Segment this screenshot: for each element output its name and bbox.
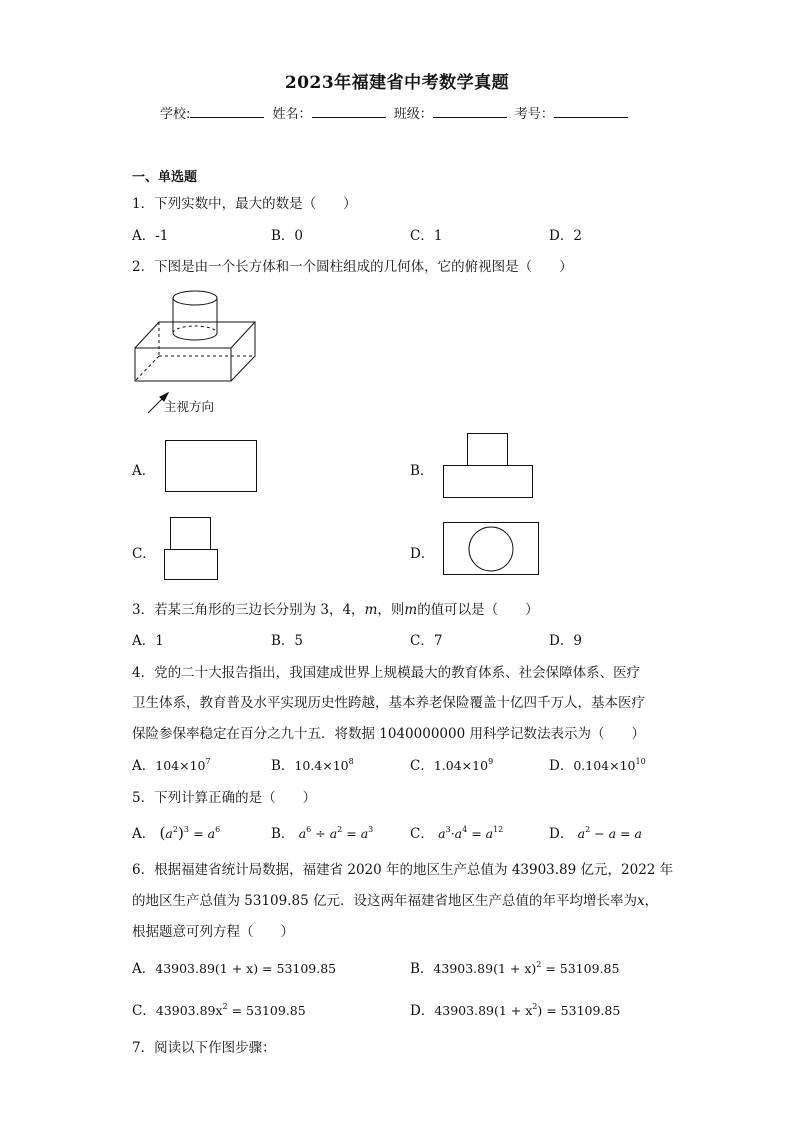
q5-stem: 5．下列计算正确的是（ ） bbox=[132, 790, 317, 806]
q1-option-b[interactable]: B．0 bbox=[271, 228, 304, 244]
q2-option-c-figure[interactable] bbox=[164, 517, 220, 581]
exam-no-label: 考号： bbox=[514, 107, 554, 122]
q4-option-a[interactable] bbox=[132, 754, 211, 774]
q2-option-d-figure[interactable] bbox=[443, 522, 539, 576]
math-var: a bbox=[360, 826, 369, 841]
cylinder-top-ellipse bbox=[173, 291, 217, 305]
student-info-row bbox=[160, 103, 632, 122]
q6-stem-text: ， bbox=[644, 893, 659, 909]
q6-stem-text: 的地区生产总值为 53109.85 亿元．设这两年福建省地区生产总值的年平均增长率为 bbox=[132, 893, 637, 909]
q3-variable-m: m bbox=[404, 602, 418, 618]
q1-stem: 1．下列实数中，最大的数是（ ） bbox=[132, 196, 357, 212]
exponent: 2 bbox=[585, 825, 591, 834]
option-value: 104×10 bbox=[155, 758, 206, 773]
q2-option-c[interactable]: C． bbox=[132, 546, 156, 562]
box-hidden-edges bbox=[135, 322, 255, 381]
option-label: B． bbox=[410, 961, 434, 977]
rectangle-shape bbox=[444, 523, 539, 575]
q3-stem-text: 3．若某三角形的三边长分别为 3，4， bbox=[132, 602, 365, 618]
math-var: a bbox=[485, 826, 494, 841]
q3-stem-text: ，则 bbox=[377, 602, 405, 618]
exponent: 3 bbox=[368, 825, 374, 834]
exponent: 2 bbox=[536, 960, 542, 969]
math-var: a bbox=[298, 826, 307, 841]
base-rectangle-shape bbox=[165, 550, 218, 580]
section-heading: 一、单选题 bbox=[132, 170, 198, 185]
option-equation: 43903.89(1 + x) bbox=[433, 961, 537, 976]
option-equation: 43903.89(1 + x) = 53109.85 bbox=[155, 961, 337, 976]
math-var: a bbox=[207, 826, 216, 841]
math-var: a bbox=[438, 826, 446, 841]
exponent: 2 bbox=[222, 1002, 228, 1011]
school-label: 学校: bbox=[160, 107, 191, 122]
class-blank[interactable] bbox=[433, 105, 507, 118]
box-right-face bbox=[231, 322, 255, 381]
q6-variable-x: x bbox=[637, 893, 645, 909]
math-var: a bbox=[577, 826, 586, 841]
option-label: D． bbox=[549, 758, 574, 774]
q5-option-b[interactable]: B． $a^6 \div a^2 = a^3$ bbox=[271, 825, 374, 842]
q1-option-d[interactable]: D．2 bbox=[549, 228, 582, 244]
math-operator: · bbox=[450, 826, 455, 841]
option-label: B． bbox=[271, 758, 295, 774]
q2-option-a[interactable]: A． bbox=[132, 463, 156, 479]
exponent: 6 bbox=[306, 825, 312, 834]
exponent: 2 bbox=[337, 825, 343, 834]
q6-option-a[interactable] bbox=[132, 957, 336, 977]
q6-option-d[interactable] bbox=[410, 999, 620, 1019]
cylinder-bottom-front bbox=[173, 333, 217, 340]
exponent: 4 bbox=[462, 825, 468, 834]
option-equation: = 53109.85 bbox=[227, 1003, 306, 1018]
q7-stem: 7．阅读以下作图步骤： bbox=[132, 1040, 276, 1056]
option-value: 10.4×10 bbox=[294, 758, 349, 773]
math-var: a bbox=[165, 826, 173, 841]
q4-option-d[interactable] bbox=[549, 754, 646, 774]
exponent: 3 bbox=[445, 825, 451, 834]
q2-option-b[interactable]: B． bbox=[410, 463, 434, 479]
q2-option-a-figure[interactable] bbox=[165, 440, 257, 492]
option-equation: ) = 53109.85 bbox=[537, 1003, 621, 1018]
option-label: A． bbox=[132, 961, 156, 977]
q3-stem-text: 的值可以是（ ） bbox=[417, 602, 539, 618]
q2-option-b-figure[interactable] bbox=[443, 433, 533, 499]
option-label: D． bbox=[549, 826, 574, 842]
q3-variable-m: m bbox=[364, 602, 378, 618]
q3-option-c[interactable]: C．7 bbox=[410, 633, 443, 649]
small-rectangle-shape bbox=[171, 518, 211, 550]
option-label: C． bbox=[132, 1003, 156, 1019]
q5-option-a[interactable]: A． $(a^2)^3 = a^6$ bbox=[132, 824, 221, 842]
rectangle-shape bbox=[166, 441, 257, 492]
q6-stem-line-3: 根据题意可列方程（ ） bbox=[132, 924, 294, 940]
class-label: 班级： bbox=[393, 107, 433, 122]
q1-option-a[interactable]: A．-1 bbox=[132, 228, 169, 244]
option-label: A． bbox=[132, 826, 156, 842]
q6-option-b[interactable] bbox=[410, 957, 619, 977]
q2-option-d[interactable]: D． bbox=[410, 546, 435, 562]
option-equation: 43903.89(1 + x bbox=[434, 1003, 533, 1018]
q5-option-d[interactable]: D． $a^2 - a = a$ bbox=[549, 825, 642, 842]
math-var: a bbox=[608, 826, 617, 841]
q3-stem bbox=[132, 598, 539, 618]
name-blank[interactable] bbox=[312, 105, 386, 118]
box-front-face bbox=[135, 348, 231, 381]
q5-option-c[interactable]: C． $a^3\cdot a^4 = a^{12}$ bbox=[410, 825, 504, 842]
exponent: 7 bbox=[205, 757, 211, 766]
q4-stem-line-2: 卫生体系，教育普及水平实现历史性跨越，基本养老保险覆盖十亿四千万人，基本医疗 bbox=[132, 695, 645, 711]
option-label: C． bbox=[410, 826, 434, 842]
q6-stem-line-1: 6．根据福建省统计局数据，福建省 2020 年的地区生产总值为 43903.89 亿元，2022 年 bbox=[132, 862, 674, 878]
math-operator: − bbox=[594, 826, 605, 841]
exam-no-blank[interactable] bbox=[554, 105, 628, 118]
exponent: 8 bbox=[348, 757, 354, 766]
exponent: 6 bbox=[215, 825, 221, 834]
exponent: 2 bbox=[532, 1002, 538, 1011]
small-rectangle-shape bbox=[468, 434, 508, 466]
option-equation: = 53109.85 bbox=[541, 961, 620, 976]
q2-3d-figure bbox=[130, 285, 260, 415]
option-equation: 43903.89x bbox=[155, 1003, 223, 1018]
option-label: D． bbox=[410, 1003, 435, 1019]
q6-option-c[interactable] bbox=[132, 999, 306, 1019]
q1-option-c[interactable]: C．1 bbox=[410, 228, 443, 244]
option-value: 1.04×10 bbox=[433, 758, 489, 773]
q2-stem: 2．下图是由一个长方体和一个圆柱组成的几何体，它的俯视图是（ ） bbox=[132, 259, 573, 275]
exponent: 9 bbox=[488, 757, 494, 766]
q4-stem-line-3: 保险参保率稳定在百分之九十五．将数据 1040000000 用科学记数法表示为（ ） bbox=[132, 726, 645, 742]
circle-shape bbox=[469, 527, 513, 571]
q3-option-d[interactable]: D．9 bbox=[549, 633, 582, 649]
q6-stem-line-2 bbox=[132, 889, 658, 909]
option-value: 0.104×10 bbox=[573, 758, 636, 773]
q3-option-b[interactable]: B．5 bbox=[271, 633, 304, 649]
exponent: 12 bbox=[493, 825, 504, 834]
option-label: A． bbox=[132, 758, 156, 774]
name-label: 姓名： bbox=[272, 107, 312, 122]
exponent: 2 bbox=[172, 825, 178, 834]
school-blank[interactable] bbox=[190, 105, 264, 118]
math-var: a bbox=[454, 826, 463, 841]
math-operator: ÷ bbox=[315, 826, 326, 841]
page-title: 2023年福建省中考数学真题 bbox=[284, 73, 510, 93]
q3-option-a[interactable]: A．1 bbox=[132, 633, 164, 649]
q4-option-c[interactable] bbox=[410, 754, 493, 774]
exponent: 10 bbox=[635, 757, 646, 766]
large-rectangle-shape bbox=[444, 466, 533, 498]
option-label: B． bbox=[271, 826, 295, 842]
q4-option-b[interactable] bbox=[271, 754, 354, 774]
cylinder-bottom-back bbox=[173, 326, 217, 333]
math-var: a bbox=[634, 826, 642, 841]
math-var: a bbox=[329, 826, 338, 841]
q4-stem-line-1: 4．党的二十大报告指出，我国建成世界上规模最大的教育体系、社会保障体系、医疗 bbox=[132, 665, 641, 681]
exponent: 3 bbox=[183, 825, 189, 834]
view-direction-label: 主视方向 bbox=[164, 399, 215, 414]
option-label: C． bbox=[410, 758, 434, 774]
